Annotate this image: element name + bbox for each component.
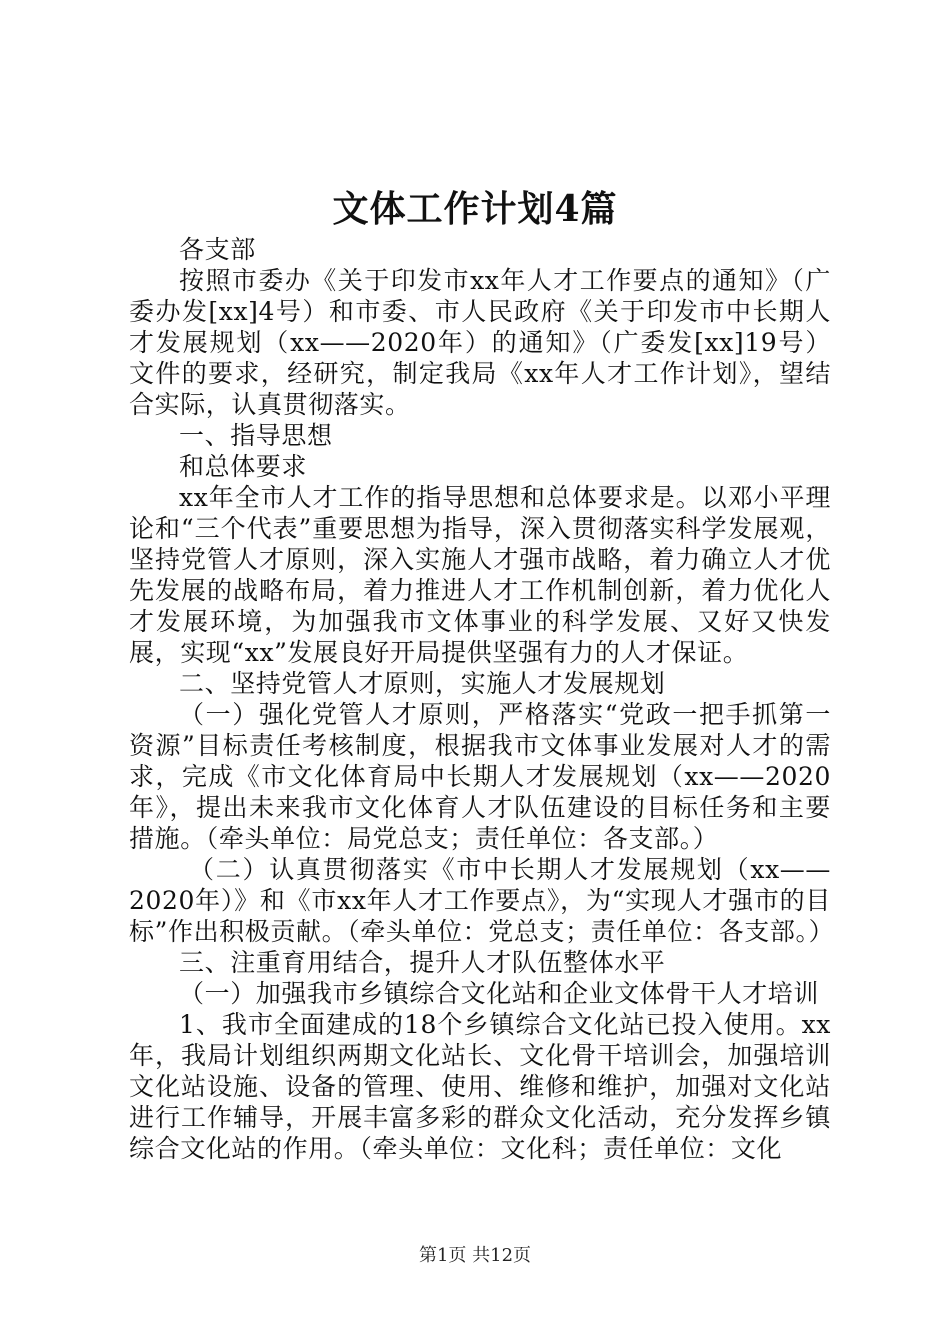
paragraph-intro: 按照市委办《关于印发市xx年人才工作要点的通知》（广委办发[xx]4号）和市委、市人民政府《关于印发市中长期人才发展规划（xx——2020年）的通知》（广委发[xx]19号）文件的要求，经研究，制定我局《xx年人才工作计划》，望结合实际，认真贯彻落实。 bbox=[129, 266, 831, 419]
document-body bbox=[129, 234, 835, 1164]
paragraph-guiding-ideology: xx年全市人才工作的指导思想和总体要求是。以邓小平理论和“三个代表”重要思想为指导，深入贯彻落实科学发展观，坚持党管人才原则，深入实施人才强市战略，着力确立人才优先发展的战略布局，着力推进人才工作机制创新，着力优化人才发展环境，为加强我市文体事业的科学发展、又好又快发展，实现“xx”发展良好开局提供坚强有力的人才保证。 bbox=[129, 483, 831, 667]
heading-item-3-1: （一）加强我市乡镇综合文化站和企业文体骨干人才培训 bbox=[179, 979, 820, 1008]
page-number: 第1页 共12页 bbox=[418, 1245, 532, 1266]
paragraph-salutation: 各支部 bbox=[179, 235, 256, 264]
paragraph-item-2-2: （二）认真贯彻落实《市中长期人才发展规划（xx——2020年）》和《市xx年人才工作要点》，为“实现人才强市的目标”作出积极贡献。（牵头单位：党总支；责任单位：各支部。） bbox=[129, 855, 835, 946]
heading-section-2: 二、坚持党管人才原则，实施人才发展规划 bbox=[179, 669, 666, 698]
paragraph-item-3-1-1: 1、我市全面建成的18个乡镇综合文化站已投入使用。xx年，我局计划组织两期文化站长、文化骨干培训会，加强培训文化站设施、设备的管理、使用、维修和维护，加强对文化站进行工作辅导，开展丰富多彩的群众文化活动，充分发挥乡镇综合文化站的作用。（牵头单位：文化科；责任单位：文化 bbox=[129, 1010, 831, 1163]
heading-section-1: 一、指导思想 bbox=[179, 421, 333, 450]
heading-section-3: 三、注重育用结合，提升人才队伍整体水平 bbox=[179, 948, 666, 977]
heading-section-1-cont: 和总体要求 bbox=[179, 452, 308, 481]
document-title: 文体工作计划4篇 bbox=[332, 188, 618, 230]
paragraph-item-2-1: （一）强化党管人才原则，严格落实“党政一把手抓第一资源”目标责任考核制度，根据我市文体事业发展对人才的需求，完成《市文化体育局中长期人才发展规划（xx——2020年》，提出未来我市文化体育人才队伍建设的目标任务和主要措施。（牵头单位：局党总支；责任单位：各支部。） bbox=[129, 700, 831, 853]
